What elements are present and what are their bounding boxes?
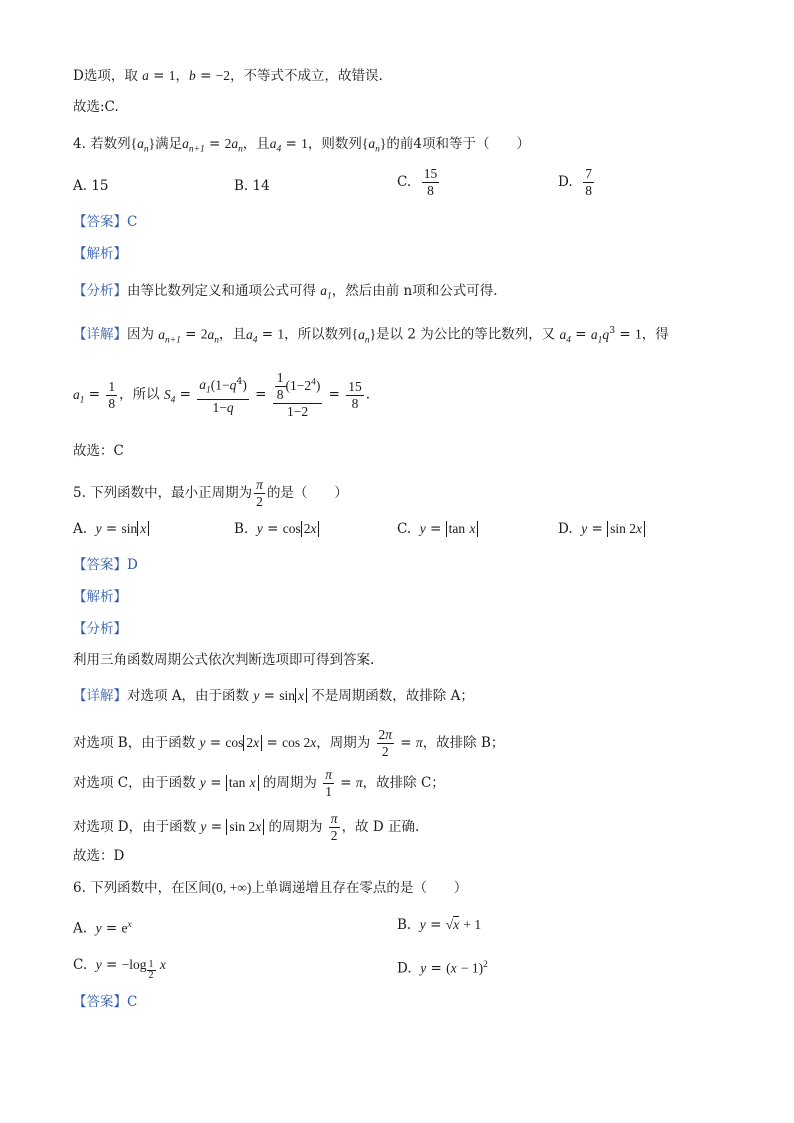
- q3-choice: 故选:C.: [73, 99, 119, 115]
- q5-detail-d: 对选项 D，由于函数 y = sin 2x 的周期为 $\frac{\pi}{2}$ ，故 D 正确.: [73, 811, 420, 843]
- q4-fenxi: 【分析】由等比数列定义和通项公式可得 $a_1$，然后由前 n项和公式可得.: [73, 283, 498, 302]
- q6-option-a: A. $y = e^x$: [73, 920, 132, 937]
- q4-analysis-title: 【解析】: [73, 246, 127, 262]
- q4-choice: 故选：C: [73, 443, 124, 459]
- q5-option-a: A. y = sin x: [73, 519, 149, 539]
- q5-option-d: D. y = sin 2x: [558, 519, 645, 539]
- q4-detail: 【详解】因为 $a_{n+1} = 2a_n$，且$a_4 = 1$，所以数列$\{a_n\}$是以 2 为公比的等比数列，又 $a_4 = a_1q^3 = 1$，得: [73, 325, 669, 346]
- q5-option-c: C. y = tan x: [397, 519, 478, 539]
- q5-detail-b: 对选项 B，由于函数 y = cos 2x = cos 2x，周期为 $\frac{2\pi}{2}$ = π，故排除 B；: [73, 727, 505, 759]
- q4-option-c: C. $\frac{15}{8}$: [397, 166, 438, 198]
- q5-answer: 【答案】D: [73, 557, 138, 573]
- q6-option-d: D. $y = (x - 1)^2$: [397, 960, 488, 977]
- q4-stem: 4. 若数列$\{a_n\}$满足$a_{n+1} = 2a_n$，且$a_4 = 1$，则数列$\{a_n\}$的前4项和等于（ ）: [73, 136, 530, 155]
- q5-stem: 5. 下列函数中，最小正周期为 $\frac{\pi}{2}$ 的是（ ）: [73, 477, 348, 509]
- q3-option-d-explanation: D选项，取 a = 1，b = −2，不等式不成立，故错误.: [73, 68, 383, 84]
- q4-option-a: A. 15: [73, 178, 109, 194]
- q4-answer: 【答案】C: [73, 214, 138, 230]
- q5-detail-c: 对选项 C，由于函数 y = tan x 的周期为 $\frac{\pi}{1}$ = π，故排除 C；: [73, 767, 445, 799]
- q6-answer: 【答案】C: [73, 994, 138, 1010]
- q5-choice: 故选：D: [73, 848, 125, 864]
- q6-option-c: C. y = −log $_{\frac{1}{2}}$ x: [73, 957, 166, 981]
- q6-stem: 6. 下列函数中，在区间(0, +∞)上单调递增且存在零点的是（ ）: [73, 880, 468, 896]
- q5-option-b: B. y = cos 2x: [234, 519, 319, 539]
- q4-option-d: D. $\frac{7}{8}$: [558, 166, 592, 198]
- q5-detail-a: 【详解】对选项 A，由于函数 y = sin x 不是周期函数，故排除 A；: [73, 688, 474, 704]
- q6-option-b: B. y = √x + 1: [397, 917, 482, 933]
- q4-detail-formula: $a_1$ = $\frac{1}{8}$ ，所以 $S_4$ = $\frac{a_1(1-q^4)}{1-q}$ = $\frac{1}{8}$ $(1-2^4)$ 1−2 = $\frac{15}{8}$ .: [73, 370, 371, 419]
- q4-option-b: B. 14: [234, 178, 270, 194]
- q5-fenxi-title: 【分析】: [73, 621, 127, 637]
- q5-analysis-title: 【解析】: [73, 589, 127, 605]
- q5-fenxi: 利用三角函数周期公式依次判断选项即可得到答案.: [73, 652, 375, 668]
